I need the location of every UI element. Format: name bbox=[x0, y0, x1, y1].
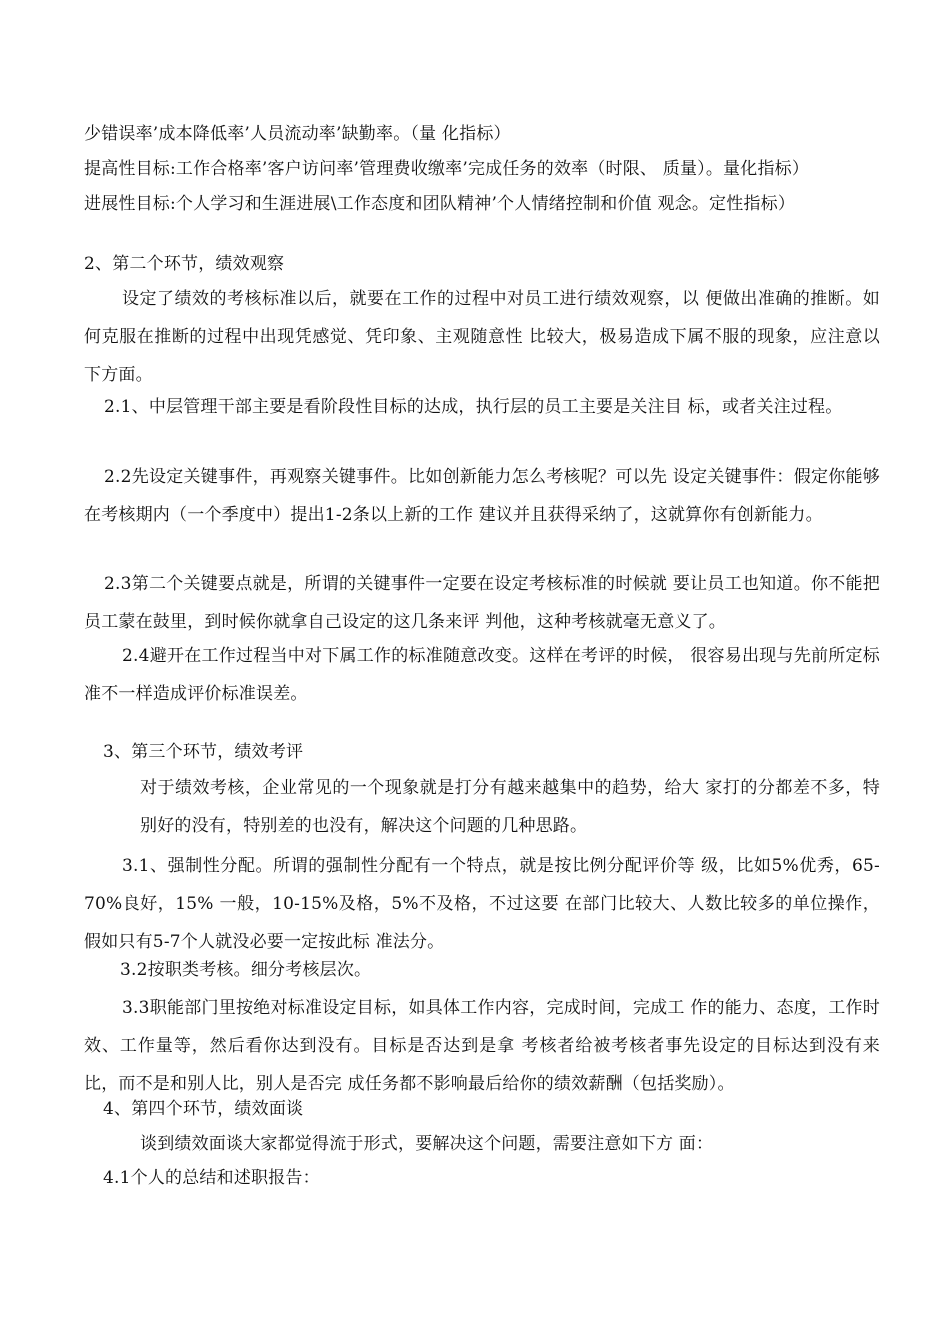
intro-line-1: 少错误率’成本降低率’人员流动率’缺勤率。（量 化指标） bbox=[84, 124, 511, 144]
section-2-item-2-1: 2.1、中层管理干部主要是看阶段性目标的达成，执行层的员工主要是关注目 标，或者关注过程。 bbox=[104, 397, 843, 417]
section-3-heading: 3、第三个环节，绩效考评 bbox=[103, 742, 304, 762]
intro-line-2: 提高性目标:工作合格率’客户访问率’管理费收缴率’完成任务的效率（时限、 质量）。量化指标） bbox=[84, 159, 810, 179]
section-4-item-4-1: 4.1个人的总结和述职报告： bbox=[103, 1168, 320, 1188]
section-2-item-2-3: 2.3第二个关键要点就是，所谓的关键事件一定要在设定考核标准的时候就 要让员工也知道。你不能把员工蒙在鼓里，到时候你就拿自己设定的这几条来评 判他，这种考核就毫无意义了。 bbox=[84, 574, 880, 632]
section-4-intro: 谈到绩效面谈大家都觉得流于形式，要解决这个问题，需要注意如下方 面： bbox=[140, 1134, 714, 1154]
section-2-item-2-4: 2.4避开在工作过程当中对下属工作的标准随意改变。这样在考评的时候， 很容易出现与先前所定标准不一样造成评价标准误差。 bbox=[84, 646, 880, 704]
section-3-item-3-2: 3.2按职类考核。细分考核层次。 bbox=[120, 960, 372, 980]
section-4-heading: 4、第四个环节，绩效面谈 bbox=[103, 1099, 304, 1119]
section-2-intro: 设定了绩效的考核标准以后，就要在工作的过程中对员工进行绩效观察，以 便做出准确的推断。如何克服在推断的过程中出现凭感觉、凭印象、主观随意性 比较大，极易造成下属不服的现象，应注意以下方面。 bbox=[84, 289, 880, 385]
intro-line-3: 进展性目标:个人学习和生涯进展\工作态度和团队精神’个人情绪控制和价值 观念。定性指标） bbox=[84, 194, 796, 214]
section-3-intro: 对于绩效考核，企业常见的一个现象就是打分有越来越集中的趋势，给大 家打的分都差不多，特别好的没有，特别差的也没有，解决这个问题的几种思路。 bbox=[140, 778, 880, 836]
section-2-heading: 2、第二个环节，绩效观察 bbox=[84, 254, 285, 274]
section-3-item-3-1: 3.1、强制性分配。所谓的强制性分配有一个特点，就是按比例分配评价等 级，比如5%优秀，65-70%良好，15% 一般，10-15%及格，5%不及格，不过这要 在部门比较大、人数比较多的单位操作，假如只有5-7个人就没必要一定按此标 准法分。 bbox=[84, 856, 880, 952]
section-2-item-2-2: 2.2先设定关键事件，再观察关键事件。比如创新能力怎么考核呢？可以先 设定关键事件：假定你能够在考核期内（一个季度中）提出1-2条以上新的工作 建议并且获得采纳了，这就算你有创新能力。 bbox=[84, 467, 880, 525]
section-3-item-3-3: 3.3职能部门里按绝对标准设定目标，如具体工作内容，完成时间，完成工 作的能力、态度，工作时效、工作量等，然后看你达到没有。目标是否达到是拿 考核者给被考核者事先设定的目标达到没有来比，而不是和别人比，别人是否完 成任务都不影响最后给你的绩效薪酬（包括奖励）。 bbox=[84, 998, 880, 1094]
